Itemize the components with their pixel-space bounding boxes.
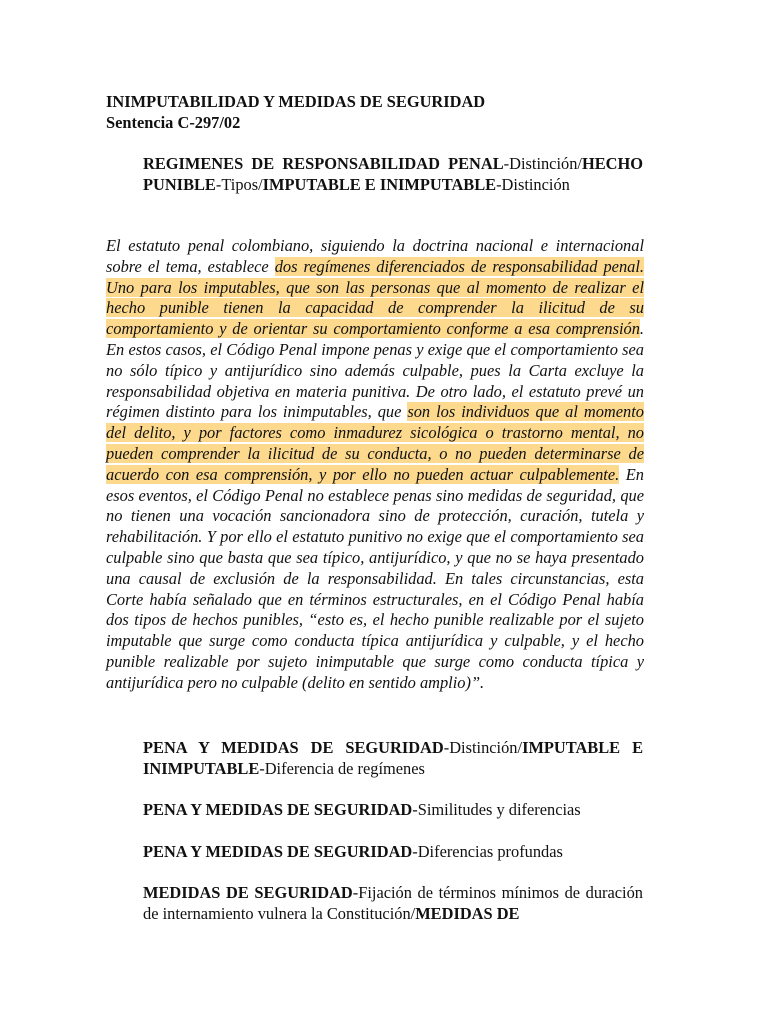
heading-bold: HECHO PUNIBLE	[143, 154, 643, 194]
heading-bold: PENA Y MEDIDAS DE SEGURIDAD	[143, 842, 413, 861]
heading-text: -Distinción	[496, 174, 570, 194]
heading-pena-diferencias	[143, 842, 643, 863]
heading-bold: REGIMENES DE RESPONSABILIDAD PENAL	[143, 154, 504, 173]
heading-bold: PENA Y MEDIDAS DE SEGURIDAD	[143, 800, 413, 819]
heading-text: -Tipos/	[215, 174, 263, 194]
heading-regimenes	[143, 154, 643, 196]
highlighted-text: dos regímenes diferenciados de responsabilidad penal. Uno para los imputables, que son las personas que al momento de realizar el hecho punible tienen la capacidad de comprender la ilicitud de su comportamiento y de orientar su comportamiento conforme a esa comprensión	[106, 256, 644, 339]
heading-bold: MEDIDAS DE SEGURIDAD	[143, 883, 353, 902]
heading-text: -Diferencias profundas	[412, 842, 563, 861]
heading-pena-similitudes	[143, 800, 643, 821]
paragraph-text: El estatuto penal colombiano, siguiendo la doctrina nacional e internacional sobre el tema, establece	[106, 236, 644, 276]
document-title: INIMPUTABILIDAD Y MEDIDAS DE SEGURIDAD	[106, 92, 486, 111]
paragraph-text: . En estos casos, el Código Penal impone penas y exige que el comportamiento sea no sólo típico y antijurídico sino además culpable, pues la Carta excluye la responsabilidad objetiva en materia punitiva. De otro lado, el estatuto prevé un régimen distinto para los inimputables, que	[106, 319, 644, 422]
body-paragraph	[106, 236, 644, 694]
highlighted-text: son los individuos que al momento del delito, y por factores como inmadurez sicológica o trastorno mental, no pueden comprender la ilicitud de su conducta, o no pueden determinarse de acuerdo con esa comprensión, y por ello no pueden actuar culpablemente.	[106, 402, 644, 484]
document-title-block	[106, 92, 485, 134]
heading-bold: IMPUTABLE E INIMPUTABLE	[262, 174, 497, 194]
paragraph-text: En esos eventos, el Código Penal no establece penas sino medidas de seguridad, que no tienen una vocación sancionadora sino de protección, curación, tutela y rehabilitación. Y por ello el estatuto punitivo no exige que el comportamiento sea culpable sino que basta que sea típico, antijurídico, y que no se haya presentado una causal de exclusión de la responsabilidad. En tales circunstancias, esta Corte había señalado que en términos estructurales, en el Código Penal había dos tipos de hechos punibles, “esto es, el hecho punible realizable por el sujeto imputable que surge como conducta típica antijurídica y culpable, y el hecho punible realizable por sujeto inimputable que surge como conducta típica y antijurídica pero no culpable (delito en sentido amplio)”.	[106, 464, 644, 692]
document-subtitle: Sentencia C-297/02	[106, 112, 241, 132]
heading-bold: PENA Y MEDIDAS DE SEGURIDAD	[143, 738, 444, 757]
heading-text: -Distinción/	[443, 738, 523, 757]
heading-bold: MEDIDAS DE	[415, 903, 520, 923]
heading-text: -Diferencia de regímenes	[259, 758, 425, 778]
heading-text: -Similitudes y diferencias	[412, 800, 581, 819]
heading-text: -Distinción/	[503, 154, 582, 173]
heading-pena-distincion	[143, 738, 643, 780]
heading-bold: IMPUTABLE E INIMPUTABLE	[143, 738, 644, 778]
heading-medidas-seguridad	[143, 883, 643, 925]
heading-text: -Fijación de términos mínimos de duración de internamiento vulnera la Constitución/	[143, 883, 644, 923]
